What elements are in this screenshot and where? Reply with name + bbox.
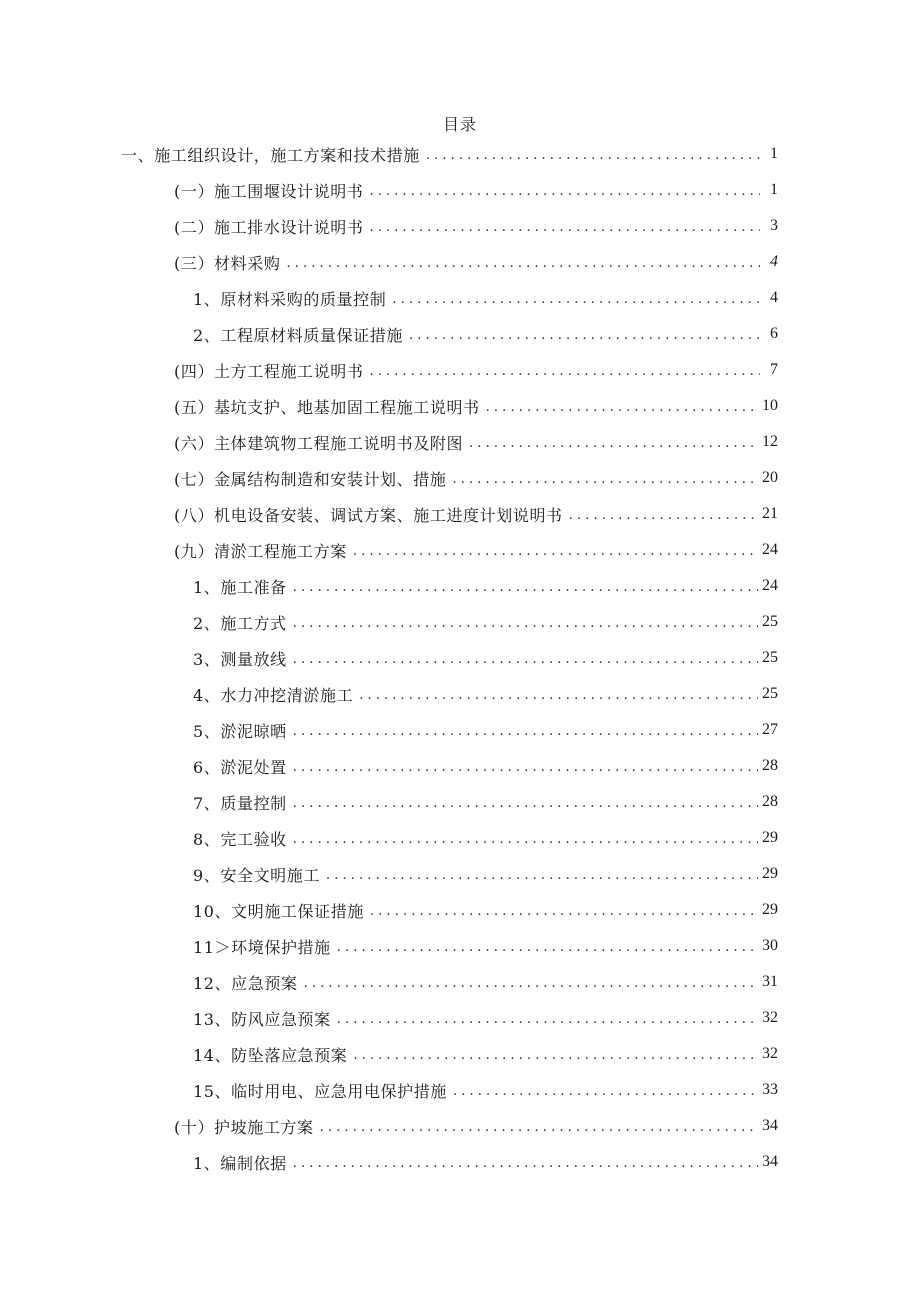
- toc-entry-page-number: 32: [762, 1009, 778, 1026]
- toc-entry-page-number: 10: [762, 397, 778, 414]
- toc-title: 目录: [442, 115, 477, 134]
- toc-entry[interactable]: [0, 136, 920, 172]
- toc-entry[interactable]: [0, 424, 920, 460]
- toc-dot-leader: [293, 652, 758, 667]
- toc-entry-label: 10、文明施工保证措施: [193, 901, 364, 921]
- toc-entry[interactable]: [0, 1000, 920, 1036]
- toc-entry-label: (九）清淤工程施工方案: [174, 541, 347, 561]
- toc-entry[interactable]: [0, 784, 920, 820]
- toc-dot-leader: [320, 1120, 758, 1135]
- toc-entry-label: 4、水力冲挖清淤施工: [193, 685, 354, 705]
- toc-dot-leader: [353, 544, 758, 559]
- toc-entry-page-number: 32: [762, 1045, 778, 1062]
- toc-list: [0, 136, 920, 1180]
- toc-entry[interactable]: [0, 1036, 920, 1072]
- toc-entry-page-number: 21: [762, 505, 778, 522]
- toc-entry-page-number: 34: [762, 1153, 778, 1170]
- toc-entry-label: 14、防坠落应急预案: [193, 1045, 348, 1065]
- toc-dot-leader: [392, 292, 760, 307]
- toc-entry[interactable]: [0, 568, 920, 604]
- toc-entry-page-number: 31: [762, 973, 778, 990]
- toc-entry[interactable]: [0, 1072, 920, 1108]
- toc-dot-leader: [486, 400, 758, 415]
- toc-dot-leader: [359, 688, 758, 703]
- toc-entry-label: (一）施工围堰设计说明书: [174, 181, 364, 201]
- toc-entry-label: 3、测量放线: [193, 649, 287, 669]
- toc-entry-label: 7、质量控制: [193, 793, 287, 813]
- toc-dot-leader: [369, 220, 760, 235]
- toc-entry-page-number: 12: [762, 433, 778, 450]
- toc-entry-page-number: 20: [762, 469, 778, 486]
- toc-entry-label: (四）土方工程施工说明书: [174, 361, 364, 381]
- toc-entry[interactable]: [0, 532, 920, 568]
- toc-entry[interactable]: [0, 460, 920, 496]
- toc-entry[interactable]: [0, 820, 920, 856]
- toc-dot-leader: [293, 796, 758, 811]
- toc-entry-page-number: 29: [762, 865, 778, 882]
- toc-dot-leader: [353, 1048, 758, 1063]
- toc-dot-leader: [452, 472, 758, 487]
- toc-entry-page-number: 4: [770, 253, 778, 270]
- toc-entry-page-number: 1: [770, 181, 778, 198]
- toc-dot-leader: [469, 436, 758, 451]
- toc-entry-page-number: 24: [762, 577, 778, 594]
- toc-entry[interactable]: [0, 892, 920, 928]
- toc-entry[interactable]: [0, 244, 920, 280]
- toc-entry-label: 13、防风应急预案: [193, 1009, 331, 1029]
- toc-entry-page-number: 6: [770, 325, 778, 342]
- toc-dot-leader: [337, 940, 758, 955]
- toc-entry-label: 1、施工准备: [193, 577, 287, 597]
- toc-dot-leader: [453, 1084, 758, 1099]
- toc-entry-page-number: 28: [762, 793, 778, 810]
- toc-dot-leader: [369, 364, 760, 379]
- toc-dot-leader: [286, 256, 760, 271]
- toc-entry-page-number: 29: [762, 829, 778, 846]
- toc-entry-page-number: 3: [770, 217, 778, 234]
- toc-entry[interactable]: [0, 640, 920, 676]
- toc-dot-leader: [409, 328, 760, 343]
- toc-entry[interactable]: [0, 388, 920, 424]
- toc-entry-label: (三）材料采购: [174, 253, 281, 273]
- toc-dot-leader: [293, 760, 758, 775]
- toc-entry[interactable]: [0, 172, 920, 208]
- toc-entry[interactable]: [0, 316, 920, 352]
- toc-dot-leader: [369, 184, 760, 199]
- toc-dot-leader: [293, 832, 758, 847]
- toc-entry-page-number: 34: [762, 1117, 778, 1134]
- toc-entry-label: 9、安全文明施工: [193, 865, 320, 885]
- toc-entry-page-number: 25: [762, 685, 778, 702]
- toc-entry-label: 11＞环境保护措施: [193, 937, 331, 957]
- toc-entry[interactable]: [0, 712, 920, 748]
- toc-entry-label: 12、应急预案: [193, 973, 298, 993]
- toc-entry-label: (六）主体建筑物工程施工说明书及附图: [174, 433, 464, 453]
- toc-entry-page-number: 24: [762, 541, 778, 558]
- toc-entry-page-number: 1: [770, 145, 778, 162]
- toc-entry-page-number: 25: [762, 613, 778, 630]
- toc-entry[interactable]: [0, 1108, 920, 1144]
- toc-entry-page-number: 7: [770, 361, 778, 378]
- toc-entry-label: 6、淤泥处置: [193, 757, 287, 777]
- toc-entry[interactable]: [0, 352, 920, 388]
- toc-entry-label: (五）基坑支护、地基加固工程施工说明书: [174, 397, 480, 417]
- toc-entry[interactable]: [0, 604, 920, 640]
- toc-entry[interactable]: [0, 280, 920, 316]
- toc-entry-page-number: 27: [762, 721, 778, 738]
- toc-dot-leader: [426, 148, 760, 163]
- toc-entry-page-number: 25: [762, 649, 778, 666]
- toc-entry-page-number: 29: [762, 901, 778, 918]
- toc-dot-leader: [569, 508, 758, 523]
- toc-dot-leader: [293, 724, 758, 739]
- toc-dot-leader: [326, 868, 758, 883]
- toc-entry-label: 1、编制依据: [193, 1153, 287, 1173]
- toc-entry-label: (十）护坡施工方案: [174, 1117, 314, 1137]
- toc-dot-leader: [293, 1156, 758, 1171]
- toc-entry-label: 2、工程原材料质量保证措施: [193, 325, 403, 345]
- toc-entry-page-number: 28: [762, 757, 778, 774]
- toc-entry-page-number: 33: [762, 1081, 778, 1098]
- toc-entry-label: 5、淤泥晾晒: [193, 721, 287, 741]
- toc-entry[interactable]: [0, 964, 920, 1000]
- toc-dot-leader: [293, 616, 758, 631]
- toc-entry-label: 一、施工组织设计，施工方案和技术措施: [121, 145, 420, 165]
- toc-entry[interactable]: [0, 208, 920, 244]
- toc-entry-label: 2、施工方式: [193, 613, 287, 633]
- toc-entry-label: 15、临时用电、应急用电保护措施: [193, 1081, 447, 1101]
- toc-dot-leader: [293, 580, 758, 595]
- toc-entry-page-number: 4: [770, 289, 778, 306]
- toc-entry[interactable]: [0, 748, 920, 784]
- toc-entry-label: (七）金属结构制造和安装计划、措施: [174, 469, 447, 489]
- toc-entry-label: (八）机电设备安装、调试方案、施工进度计划说明书: [174, 505, 563, 525]
- toc-entry-page-number: 30: [762, 937, 778, 954]
- toc-dot-leader: [304, 976, 758, 991]
- toc-entry[interactable]: [0, 928, 920, 964]
- toc-entry-label: (二）施工排水设计说明书: [174, 217, 364, 237]
- toc-dot-leader: [370, 904, 758, 919]
- toc-entry[interactable]: [0, 496, 920, 532]
- toc-entry-label: 1、原材料采购的质量控制: [193, 289, 387, 309]
- toc-entry[interactable]: [0, 1144, 920, 1180]
- toc-entry[interactable]: [0, 676, 920, 712]
- toc-entry-label: 8、完工验收: [193, 829, 287, 849]
- toc-dot-leader: [337, 1012, 758, 1027]
- toc-entry[interactable]: [0, 856, 920, 892]
